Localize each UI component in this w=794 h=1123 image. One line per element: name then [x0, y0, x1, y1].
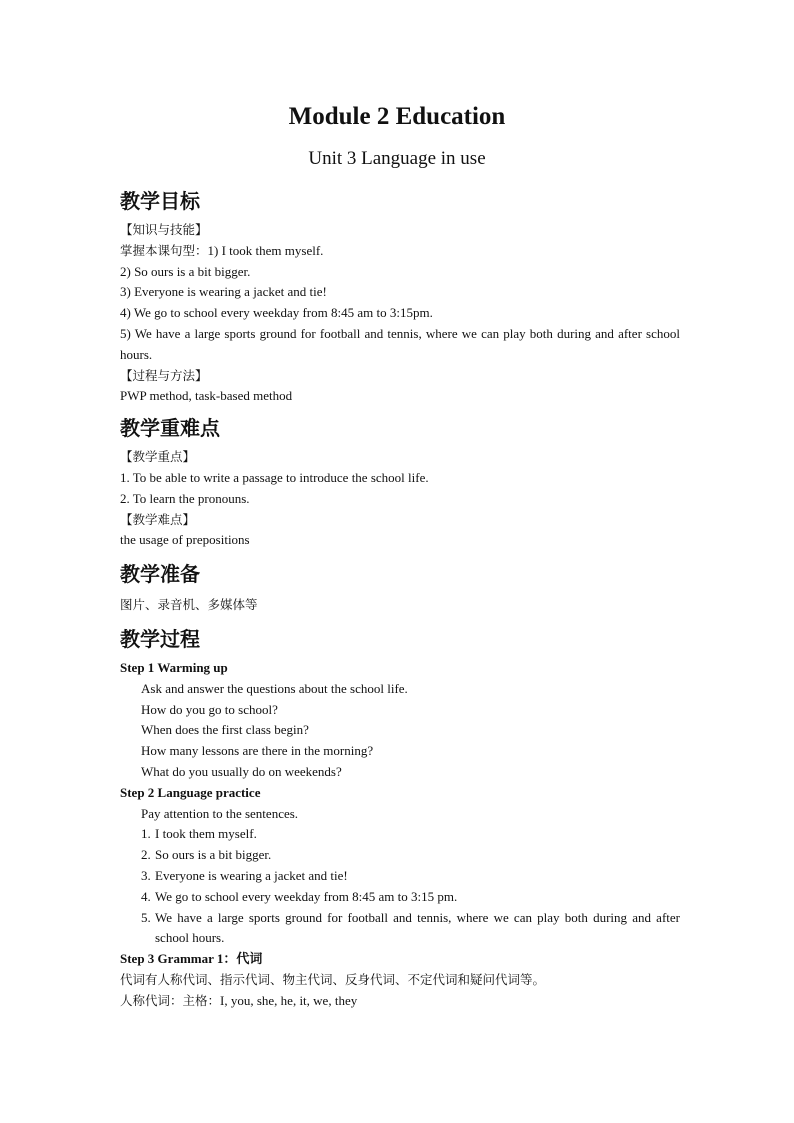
- key-points-heading: 教学重难点: [120, 416, 220, 441]
- sentence-2: 2) So ours is a bit bigger.: [120, 263, 251, 279]
- step-2-title: Step 2 Language practice: [120, 784, 261, 800]
- step-1-line: When does the first class begin?: [141, 722, 309, 738]
- list-item-number: 4.: [141, 888, 151, 904]
- step-3-title: Step 3 Grammar 1：代词: [120, 951, 263, 967]
- list-item-text: So ours is a bit bigger.: [155, 847, 272, 863]
- list-item: [120, 866, 680, 887]
- list-item-number: 2.: [141, 847, 151, 863]
- sentence-1: 1) I took them myself.: [207, 242, 324, 258]
- document-title: Module 2 Education: [288, 103, 506, 130]
- list-item: [120, 887, 680, 908]
- objectives-heading: 教学目标: [120, 189, 200, 213]
- process-label: 【过程与方法】: [120, 367, 208, 383]
- list-item-text: Everyone is wearing a jacket and tie!: [155, 867, 348, 883]
- sentence-3: 3) Everyone is wearing a jacket and tie!: [120, 284, 327, 300]
- preparation-heading: 教学准备: [120, 562, 200, 587]
- focus-label: 【教学重点】: [120, 449, 196, 465]
- list-item: [120, 845, 680, 866]
- list-item-number: 5.: [141, 909, 151, 925]
- list-item-text: I took them myself.: [155, 826, 257, 842]
- procedure-heading: 教学过程: [120, 626, 200, 651]
- list-item: [120, 908, 680, 950]
- process-text: PWP method, task-based method: [120, 388, 293, 404]
- sentence-intro: 掌握本课句型：: [120, 242, 208, 258]
- difficulty-label: 【教学难点】: [120, 511, 196, 527]
- focus-2: 2. To learn the pronouns.: [120, 490, 250, 506]
- sentence-line-1: [120, 241, 680, 262]
- list-item: [120, 824, 680, 845]
- document-subtitle: Unit 3 Language in use: [308, 148, 486, 169]
- focus-1: 1. To be able to write a passage to introduce the school life.: [120, 469, 429, 485]
- step-2-intro: Pay attention to the sentences.: [141, 805, 299, 821]
- list-item-text: We go to school every weekday from 8:45 am to 3:15 pm.: [155, 888, 458, 904]
- step-2-sentence-list: [120, 824, 680, 949]
- pronoun-label: 人称代词：主格：: [120, 992, 221, 1008]
- pronoun-list: I, you, she, he, it, we, they: [220, 992, 358, 1008]
- sentence-4: 4) We go to school every weekday from 8:45 am to 3:15pm.: [120, 305, 433, 321]
- list-item-text: We have a large sports ground for football and tennis, where we can play both during and after school hours.: [155, 909, 680, 946]
- list-item-number: 3.: [141, 867, 151, 883]
- step-3-line-1: 代词有人称代词、指示代词、物主代词、反身代词、不定代词和疑问代词等。: [120, 971, 546, 987]
- document-body: [120, 184, 680, 1012]
- step-1-line: How do you go to school?: [141, 701, 278, 717]
- step-3-line-2: [120, 991, 680, 1012]
- step-1-title: Step 1 Warming up: [120, 659, 228, 675]
- step-1-line: How many lessons are there in the morning?: [141, 743, 374, 759]
- step-1-line: What do you usually do on weekends?: [141, 763, 342, 779]
- sentence-5: 5) We have a large sports ground for football and tennis, where we can play both during and after school hours.: [120, 325, 680, 362]
- knowledge-label: 【知识与技能】: [120, 222, 208, 237]
- step-1-line: Ask and answer the questions about the school life.: [141, 680, 408, 696]
- preparation-text: 图片、录音机、多媒体等: [120, 597, 258, 613]
- list-item-number: 1.: [141, 826, 151, 842]
- difficulty-text: the usage of prepositions: [120, 532, 250, 548]
